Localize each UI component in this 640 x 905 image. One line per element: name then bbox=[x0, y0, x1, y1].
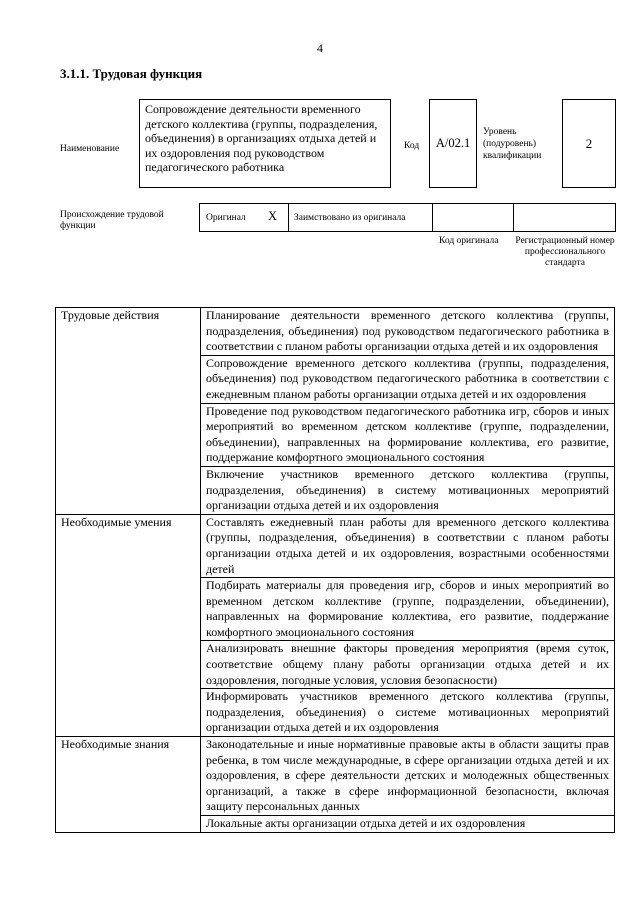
name-label: Наименование bbox=[60, 144, 120, 154]
table-cell: Информировать участников временного детского коллектива (группы, подразделения, объединения) о системе мотивационных мероприятий организации отдыха детей и их оздоровления bbox=[201, 689, 615, 737]
table-row bbox=[56, 514, 615, 577]
borrowed-label: Заимствовано из оригинала bbox=[294, 213, 406, 223]
label-continuation bbox=[56, 355, 201, 403]
original-label: Оригинал bbox=[206, 213, 246, 223]
table-cell: Включение участников временного детского коллектива (группы, подразделения, объединения) в систему мотивационных мероприятий организации отдыха детей и их оздоровления bbox=[201, 466, 615, 514]
section-heading: 3.1.1. Трудовая функция bbox=[60, 66, 203, 81]
section-label: Необходимые знания bbox=[56, 737, 201, 816]
table-cell: Законодательные и иные нормативные правовые акты в области защиты прав ребенка, в том числе международные, в сфере организации отдыха детей и их оздоровления, в сфере деятельности детских и молодежных общественных организаций, а также в сфере информационной безопасности, включая защиту персональных данных bbox=[201, 737, 615, 816]
original-mark: X bbox=[268, 209, 278, 223]
table-row bbox=[56, 466, 615, 514]
table-cell: Сопровождение временного детского коллектива (группы, подразделения, объединения) под руководством педагогического работника в соответствии с ежедневным планом работы организации отдыха детей и их оздоровления bbox=[201, 355, 615, 403]
table-row bbox=[56, 641, 615, 689]
divider bbox=[513, 203, 514, 232]
divider bbox=[288, 203, 289, 232]
table-row bbox=[56, 403, 615, 466]
level-box bbox=[562, 99, 616, 188]
table-cell: Подбирать материалы для проведения игр, сборов и иных мероприятий во временном детском коллективе (группе, подразделении, объединении), направленных на формирование коллектива, его развитие, поддержание комфортного эмоционального состояния bbox=[201, 578, 615, 641]
table-row bbox=[56, 578, 615, 641]
page-number: 4 bbox=[317, 41, 323, 55]
level-value: 2 bbox=[585, 135, 593, 151]
label-continuation bbox=[56, 466, 201, 514]
table-cell: Планирование деятельности временного детского коллектива (группы, подразделения, объединения) под руководством педагогического работника в соответствии с планом работы организации отдыха детей и их оздоровления bbox=[201, 308, 615, 356]
table-cell: Анализировать внешние факторы проведения мероприятия (время суток, соответствие общему плану работы организации отдыха детей и их оздоровления, погодные условия, условия безопасности) bbox=[201, 641, 615, 689]
table-cell: Проведение под руководством педагогического работника игр, сборов и иных мероприятий во временном детском коллективе (группе, подразделении, объединении), направленных на формирование коллектива, его развитие, поддержание комфортного эмоционального состояния bbox=[201, 403, 615, 466]
table-row bbox=[56, 737, 615, 816]
code-value: A/02.1 bbox=[435, 136, 471, 150]
code-label: Код bbox=[404, 141, 420, 151]
original-code-label: Код оригинала bbox=[439, 236, 499, 246]
table-row bbox=[56, 689, 615, 737]
table-row bbox=[56, 355, 615, 403]
level-label: Уровень (подуровень) квалификации bbox=[483, 127, 542, 161]
section-label: Необходимые умения bbox=[56, 514, 201, 577]
code-box bbox=[429, 99, 477, 188]
function-name-box bbox=[139, 99, 391, 188]
label-continuation bbox=[56, 816, 201, 833]
origin-row bbox=[199, 203, 616, 232]
label-continuation bbox=[56, 641, 201, 689]
table-cell: Составлять ежедневный план работы для временного детского коллектива (группы, подразделения, объединения) в соответствии с планом работы организации отдыха детей и их оздоровления, возрастными особенностями детей bbox=[201, 514, 615, 577]
origin-label: Происхождение трудовой функции bbox=[60, 210, 164, 231]
label-continuation bbox=[56, 403, 201, 466]
divider bbox=[432, 203, 433, 232]
table-row bbox=[56, 816, 615, 833]
label-continuation bbox=[56, 689, 201, 737]
table-row bbox=[56, 308, 615, 356]
label-continuation bbox=[56, 578, 201, 641]
section-label: Трудовые действия bbox=[56, 308, 201, 356]
table-cell: Локальные акты организации отдыха детей и их оздоровления bbox=[201, 816, 615, 833]
function-name: Сопровождение деятельности временного детского коллектива (группы, подразделения, объединения) в организациях отдыха детей и их оздоровления под руководством педагогического работника bbox=[145, 102, 378, 174]
reg-number-label: Регистрационный номер профессионального стандарта bbox=[515, 236, 615, 268]
function-table bbox=[55, 307, 615, 833]
